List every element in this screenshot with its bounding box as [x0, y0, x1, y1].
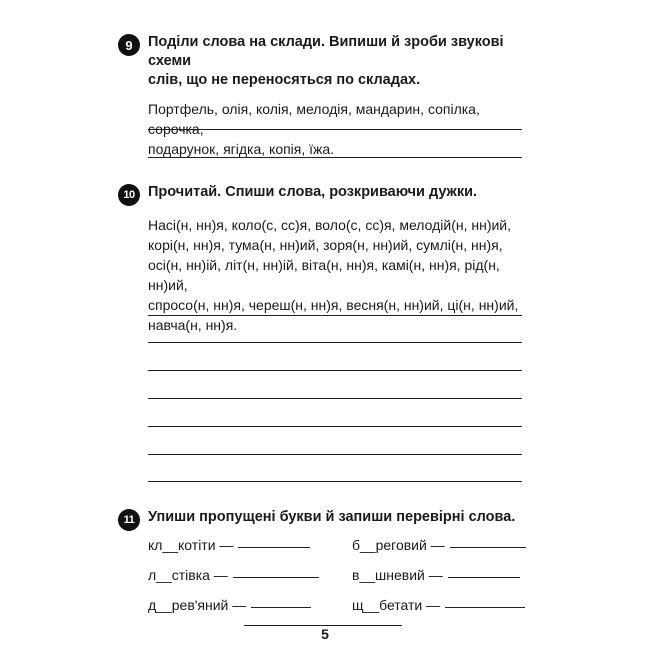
fill-in-word: б__реговий — [352, 537, 445, 553]
answer-blank[interactable] [233, 577, 319, 578]
exercise-9-text-line: подарунок, ягідка, копія, їжа. [148, 141, 335, 157]
fill-in-word: щ__бетати — [352, 597, 441, 613]
exercise-9-title [148, 33, 528, 90]
fill-in-word: в__шневий — [352, 567, 443, 583]
fill-in-word: кл__котіти — [148, 537, 234, 553]
exercise-10-number-badge: 10 [118, 184, 140, 206]
answer-blank[interactable] [445, 607, 525, 608]
exercise-10-text-line: осі(н, нн)ій, літ(н, нн)ій, віта(н, нн)я, камі(н, нн)я, рід(н, нн)ий, [148, 257, 500, 293]
exercise-11-header [118, 508, 528, 531]
exercise-10-text-line: навча(н, нн)я. [148, 317, 238, 333]
exercise-10-text-line: Насі(н, нн)я, коло(с, сс)я, воло(с, сс)я, мелодій(н, нн)ий, [148, 217, 512, 233]
answer-blank[interactable] [238, 547, 310, 548]
writing-line[interactable] [148, 315, 522, 316]
exercise-11-title: Упиши пропущені букви й запиши перевірні слова. [148, 509, 516, 525]
exercise-9-title-line-2: слів, що не переносяться по складах. [148, 72, 421, 88]
writing-line[interactable] [148, 129, 522, 130]
writing-line[interactable] [148, 157, 522, 158]
answer-blank[interactable] [448, 577, 520, 578]
page-number: 5 [321, 626, 329, 642]
fill-in-item [148, 597, 311, 613]
exercise-10-text-line: спросо(н, нн)я, череш(н, нн)я, весня(н, нн)ий, ці(н, нн)ий, [148, 297, 519, 313]
exercise-9-number-badge: 9 [118, 34, 140, 56]
exercise-9-header [118, 33, 528, 90]
exercise-10-text-line: корі(н, нн)я, тума(н, нн)ий, зоря(н, нн)ий, сумлі(н, нн)я, [148, 237, 503, 253]
exercise-10-title: Прочитай. Спиши слова, розкриваючи дужки. [148, 184, 478, 200]
fill-in-item [352, 537, 526, 553]
fill-in-item [352, 567, 520, 583]
exercise-10 [118, 183, 528, 335]
fill-in-word: д__рев'яний — [148, 597, 247, 613]
exercise-9 [118, 33, 528, 159]
answer-blank[interactable] [251, 607, 311, 608]
fill-in-item [352, 597, 525, 613]
fill-in-word: л__стівка — [148, 567, 228, 583]
writing-line[interactable] [148, 426, 522, 427]
writing-line[interactable] [148, 342, 522, 343]
fill-in-item [148, 537, 310, 553]
fill-in-item [148, 567, 319, 583]
exercise-9-text-line: Портфель, олія, колія, мелодія, мандарин, сопілка, сорочка, [148, 101, 480, 137]
exercise-11 [118, 508, 528, 531]
exercise-10-header [118, 183, 528, 206]
writing-line[interactable] [148, 481, 522, 482]
writing-line[interactable] [148, 398, 522, 399]
writing-line[interactable] [148, 454, 522, 455]
answer-blank[interactable] [450, 547, 526, 548]
exercise-9-title-line-1: Поділи слова на склади. Випиши й зроби звукові схеми [148, 34, 504, 69]
exercise-11-number-badge: 11 [118, 509, 140, 531]
exercise-10-word-list [148, 215, 528, 335]
writing-line[interactable] [148, 370, 522, 371]
